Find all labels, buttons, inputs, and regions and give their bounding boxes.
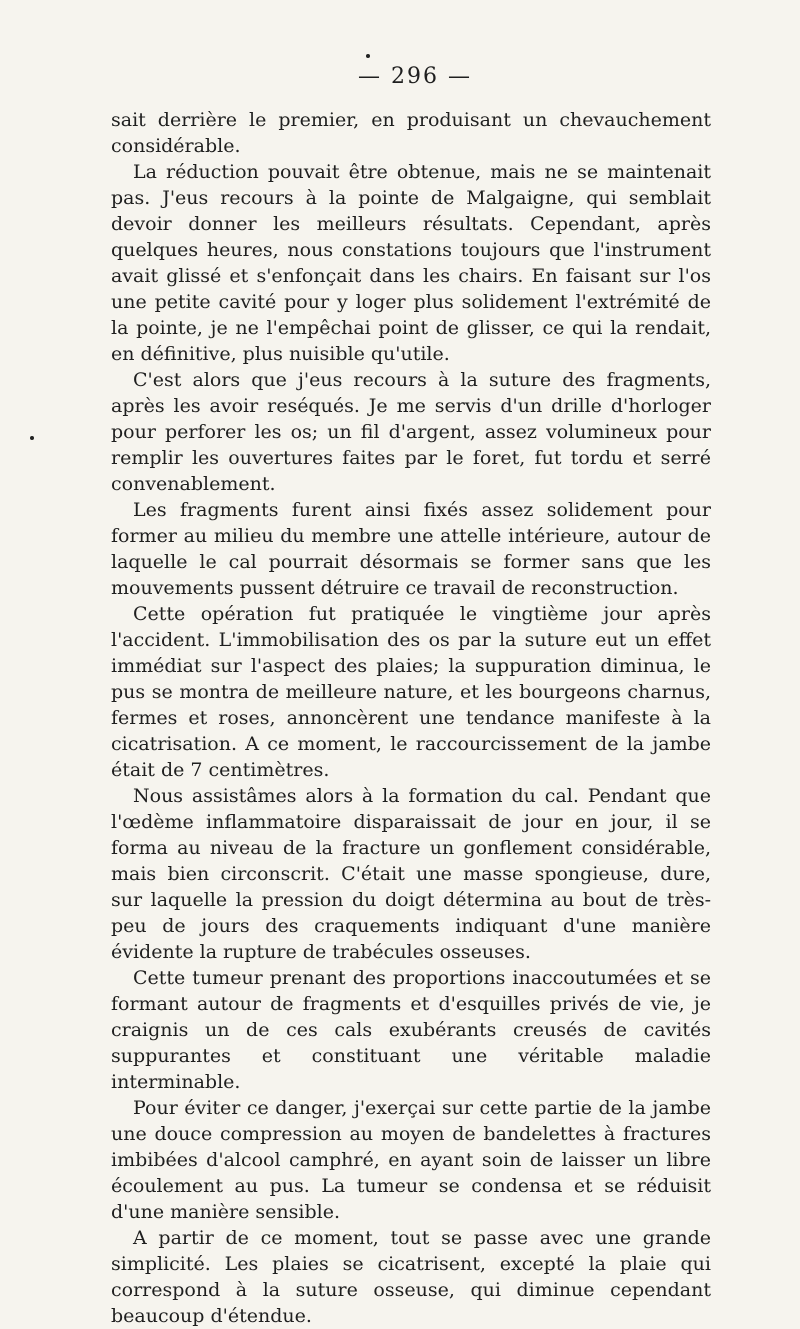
paragraph: Cette opération fut pratiquée le vingtième jour après l'accident. L'immobilisation des os par la suture eut un effet immédiat sur l'aspect des plaies; la suppuration diminua, le pus se montra de meilleure nature, et les bourgeons charnus, fermes et roses, annoncèrent une tendance manifeste à la cicatrisation. A ce moment, le raccourcissement de la jambe était de 7 centimètres.	[111, 603, 711, 781]
paragraph: sait derrière le premier, en produisant un chevauchement considérable.	[111, 109, 711, 157]
paragraph: Les fragments furent ainsi fixés assez solidement pour former au milieu du membre une attelle intérieure, autour de laquelle le cal pourrait désormais se former sans que les mouvements pussent détruire ce travail de reconstruction.	[111, 499, 711, 599]
page-number: — 296 —	[358, 64, 472, 89]
print-speck	[30, 436, 34, 440]
print-speck	[366, 54, 370, 58]
paragraph: Nous assistâmes alors à la formation du cal. Pendant que l'œdème inflammatoire disparaissait de jour en jour, il se forma au niveau de la fracture un gonflement considérable, mais bien circonscrit. C'était une masse spongieuse, dure, sur laquelle la pression du doigt détermina au bout de très-peu de jours des craquements indiquant d'une manière évidente la rupture de trabécules osseuses.	[111, 785, 711, 963]
paragraph: Cette tumeur prenant des proportions inaccoutumées et se formant autour de fragments et d'esquilles privés de vie, je craignis un de ces cals exubérants creusés de cavités suppurantes et constituant une véritable maladie interminable.	[111, 967, 711, 1093]
paragraph: C'est alors que j'eus recours à la suture des fragments, après les avoir reséqués. Je me servis d'un drille d'horloger pour perforer les os; un fil d'argent, assez volumineux pour remplir les ouvertures faites par le foret, fut tordu et serré convenablement.	[111, 369, 711, 495]
paragraph: Pour éviter ce danger, j'exerçai sur cette partie de la jambe une douce compression au moyen de bandelettes à fractures imbibées d'alcool camphré, en ayant soin de laisser un libre écoulement au pus. La tumeur se condensa et se réduisit d'une manière sensible.	[111, 1097, 711, 1223]
paragraph: La réduction pouvait être obtenue, mais ne se maintenait pas. J'eus recours à la pointe de Malgaigne, qui semblait devoir donner les meilleurs résultats. Cependant, après quelques heures, nous constations toujours que l'instrument avait glissé et s'enfonçait dans les chairs. En faisant sur l'os une petite cavité pour y loger plus solidement l'extrémité de la pointe, je ne l'empêchai point de glisser, ce qui la rendait, en définitive, plus nuisible qu'utile.	[111, 161, 711, 365]
body-text	[111, 107, 711, 1329]
paragraph: A partir de ce moment, tout se passe avec une grande simplicité. Les plaies se cicatrisent, excepté la plaie qui correspond à la suture osseuse, qui diminue cependant beaucoup d'étendue.	[111, 1227, 711, 1327]
